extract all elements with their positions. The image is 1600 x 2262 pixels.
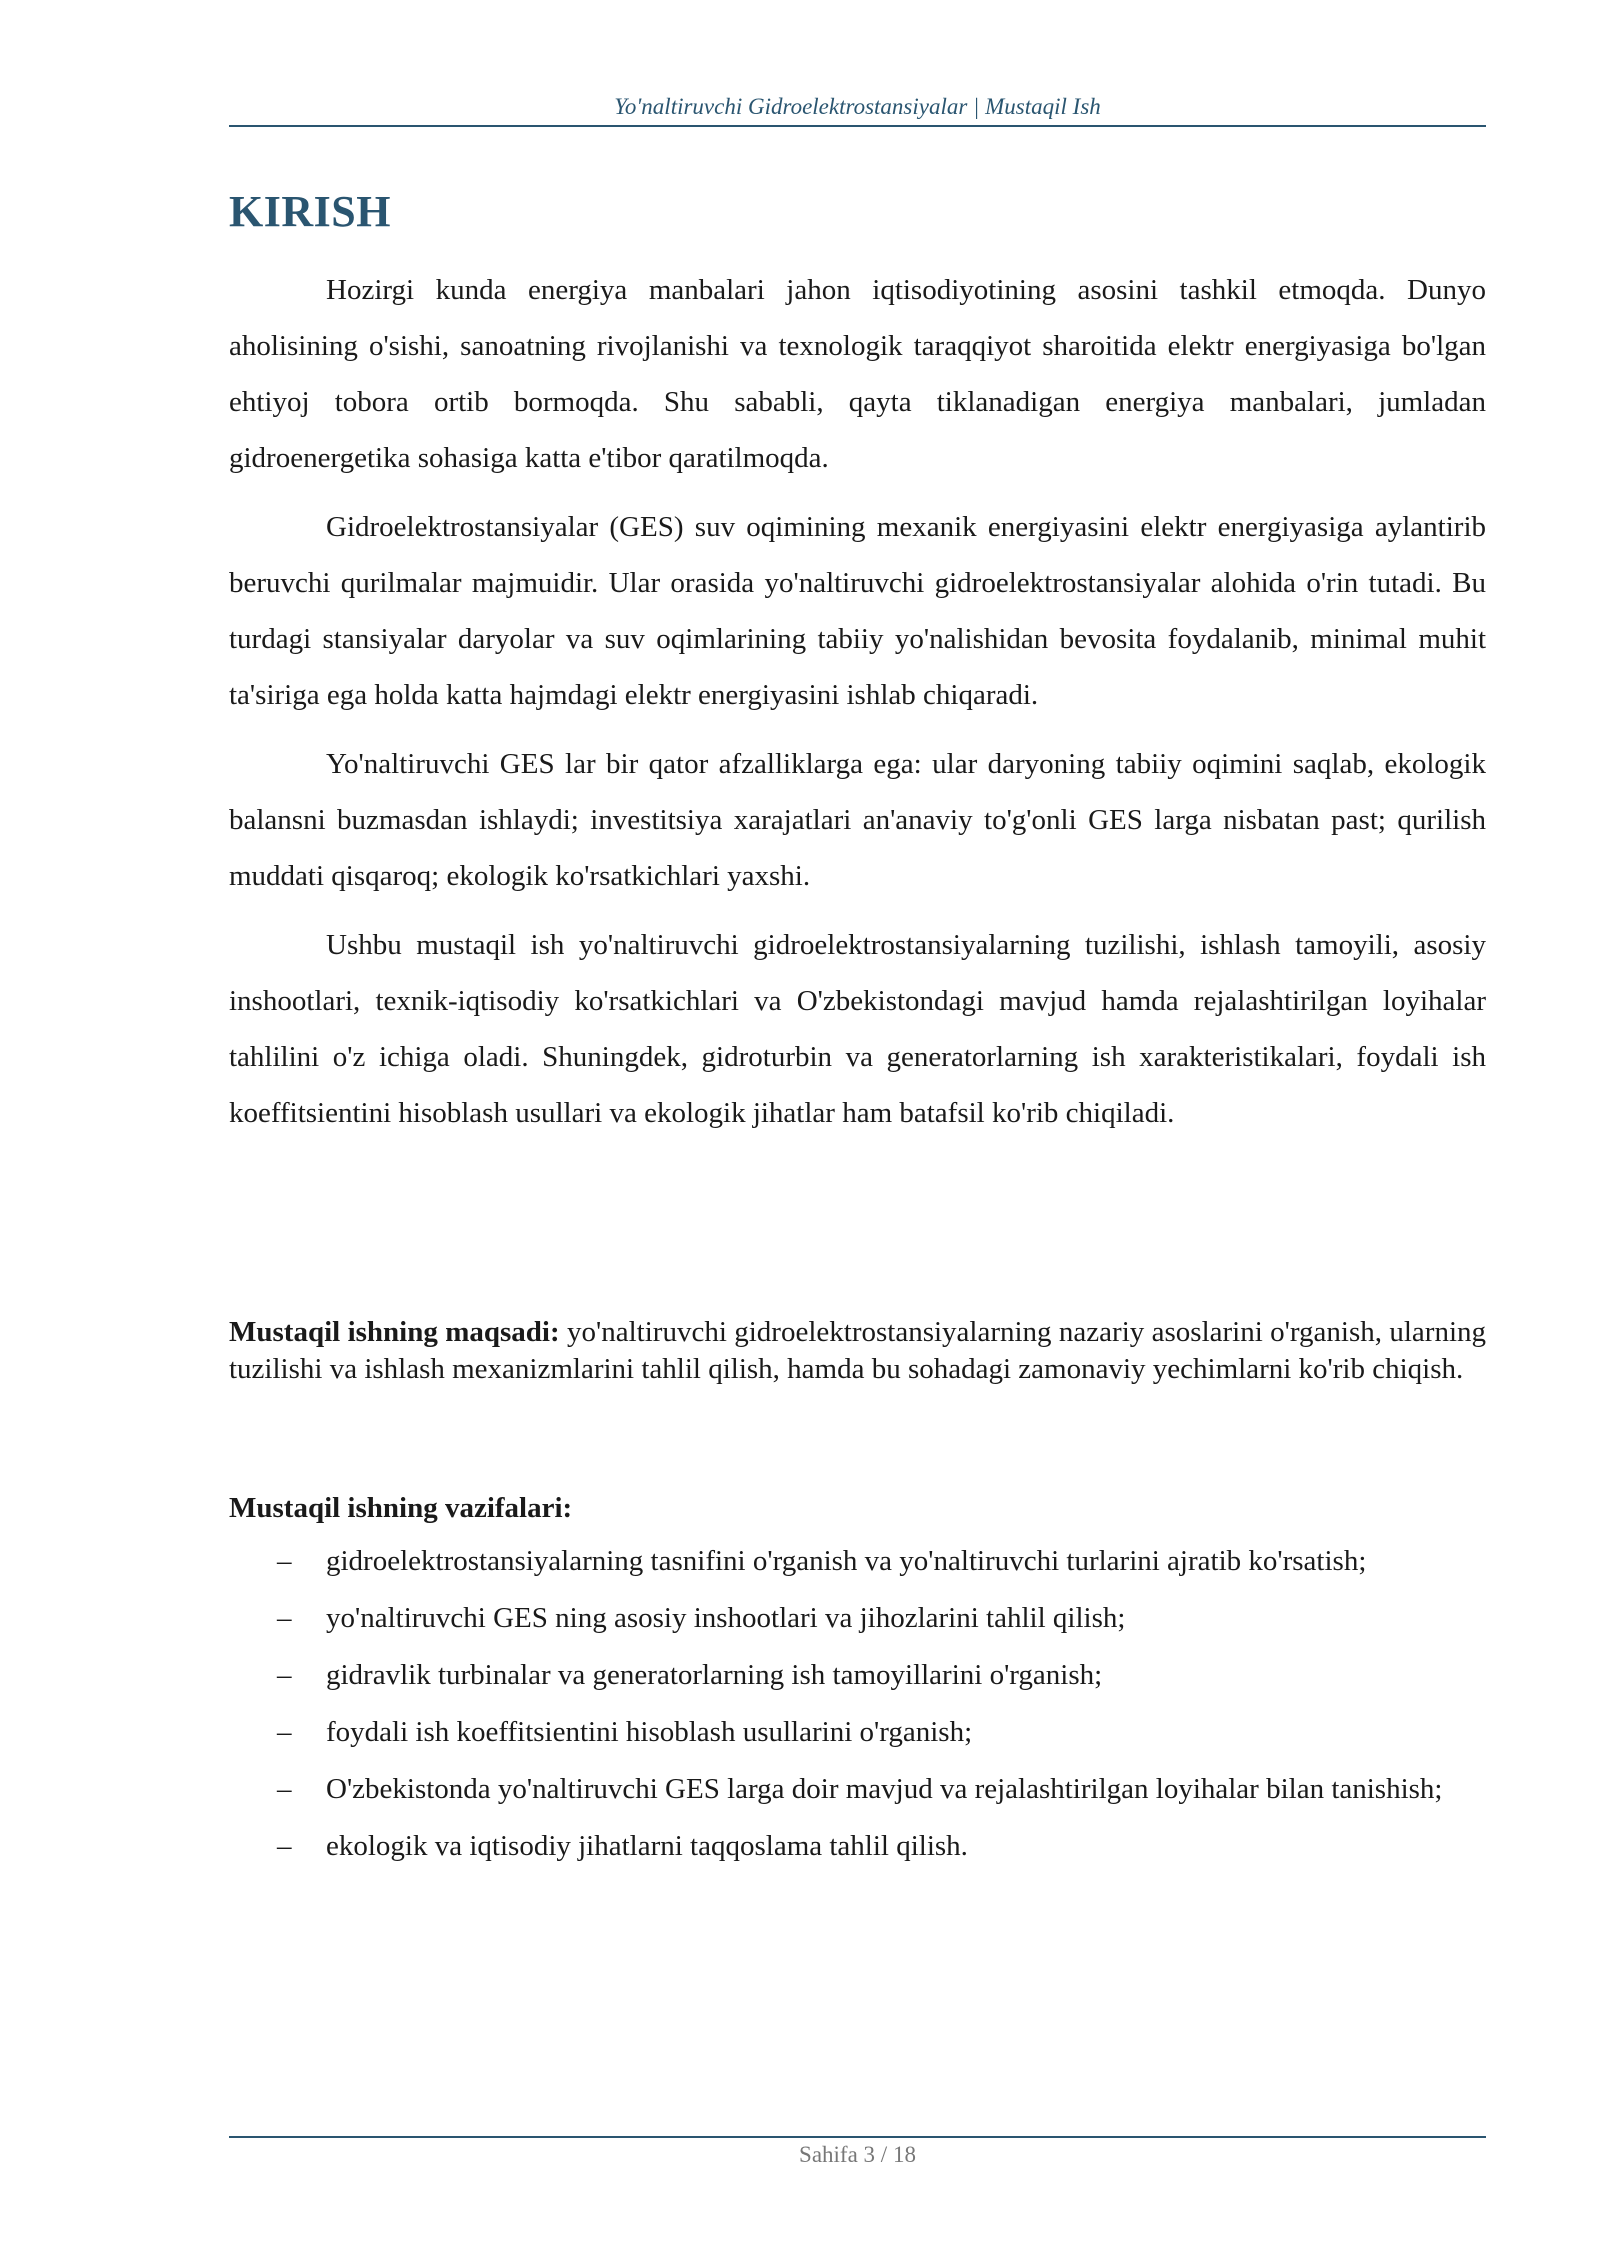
list-item-text: yo'naltiruvchi GES ning asosiy inshootlari va jihozlarini tahlil qilish; [326, 1602, 1126, 1634]
list-item-text: foydali ish koeffitsientini hisoblash usullarini o'rganish; [326, 1716, 973, 1748]
list-item [229, 1708, 1486, 1757]
header-divider [229, 125, 1486, 127]
tasks-title: Mustaqil ishning vazifalari: [229, 1492, 573, 1524]
list-item [229, 1651, 1486, 1700]
list-item-text: gidroelektrostansiyalarning tasnifini o'rganish va yo'naltiruvchi turlarini ajratib ko'rsatish; [326, 1545, 1367, 1577]
document-page [229, 0, 1486, 2262]
paragraph: Yo'naltiruvchi GES lar bir qator afzalliklarga ega: ular daryoning tabiiy oqimini saqlab, ekologik balansni buzmasdan ishlaydi; investitsiya xarajatlari an'anaviy to'g'onli GES larga nisbatan past; qurilish muddati qisqaroq; ekologik ko'rsatkichlari yaxshi. [229, 748, 1486, 892]
list-item [229, 1822, 1486, 1871]
list-item-text: O'zbekistonda yo'naltiruvchi GES larga doir mavjud va rejalashtirilgan loyihalar bilan tanishish; [326, 1773, 1443, 1805]
page-number: Sahifa 3 / 18 [799, 2142, 916, 2167]
list-item [229, 1765, 1486, 1814]
paragraph: Hozirgi kunda energiya manbalari jahon iqtisodiyotining asosini tashkil etmoqda. Dunyo aholisining o'sishi, sanoatning rivojlanishi va texnologik taraqqiyot sharoitida elektr energiyasiga bo'lgan ehtiyoj tobora ortib bormoqda. Shu sababli, qayta tiklanadigan energiya manbalari, jumladan gidroenergetika sohasiga katta e'tibor qaratilmoqda. [229, 274, 1486, 474]
aim-text: yo'naltiruvchi gidroelektrostansiyalarning nazariy asoslarini o'rganish, ularning tuzilishi va ishlash mexanizmlarini tahlil qilish, hamda bu sohadagi zamonaviy yechimlarni ko'rib chiqish. [229, 1316, 1486, 1385]
dash-marker: – [277, 1659, 292, 1691]
aim-paragraph [229, 1314, 1486, 1388]
dash-marker: – [277, 1830, 292, 1862]
introduction-body [229, 262, 1486, 1154]
list-item-text: gidravlik turbinalar va generatorlarning ish tamoyillarini o'rganish; [326, 1659, 1103, 1691]
dash-marker: – [277, 1602, 292, 1634]
task-list [229, 1537, 1486, 1879]
running-header: Yo'naltiruvchi Gidroelektrostansiyalar | Mustaqil Ish [614, 94, 1101, 119]
section-title: KIRISH [229, 187, 391, 236]
paragraph: Gidroelektrostansiyalar (GES) suv oqimining mexanik energiyasini elektr energiyasiga aylantirib beruvchi qurilmalar majmuidir. Ular orasida yo'naltiruvchi gidroelektrostansiyalar alohida o'rin tutadi. Bu turdagi stansiyalar daryolar va suv oqimlarining tabiiy yo'nalishidan bevosita foydalanib, minimal muhit ta'siriga ega holda katta hajmdagi elektr energiyasini ishlab chiqaradi. [229, 511, 1486, 711]
dash-marker: – [277, 1545, 292, 1577]
dash-marker: – [277, 1773, 292, 1805]
list-item-text: ekologik va iqtisodiy jihatlarni taqqoslama tahlil qilish. [326, 1830, 968, 1862]
list-item [229, 1537, 1486, 1586]
footer-divider [229, 2136, 1486, 2138]
aim-label: Mustaqil ishning maqsadi: [229, 1316, 560, 1348]
list-item [229, 1594, 1486, 1643]
dash-marker: – [277, 1716, 292, 1748]
paragraph: Ushbu mustaqil ish yo'naltiruvchi gidroelektrostansiyalarning tuzilishi, ishlash tamoyili, asosiy inshootlari, texnik-iqtisodiy ko'rsatkichlari va O'zbekistondagi mavjud hamda rejalashtirilgan loyihalar tahlilini o'z ichiga oladi. Shuningdek, gidroturbin va generatorlarning ish xarakteristikalari, foydali ish koeffitsientini hisoblash usullari va ekologik jihatlar ham batafsil ko'rib chiqiladi. [229, 929, 1486, 1129]
